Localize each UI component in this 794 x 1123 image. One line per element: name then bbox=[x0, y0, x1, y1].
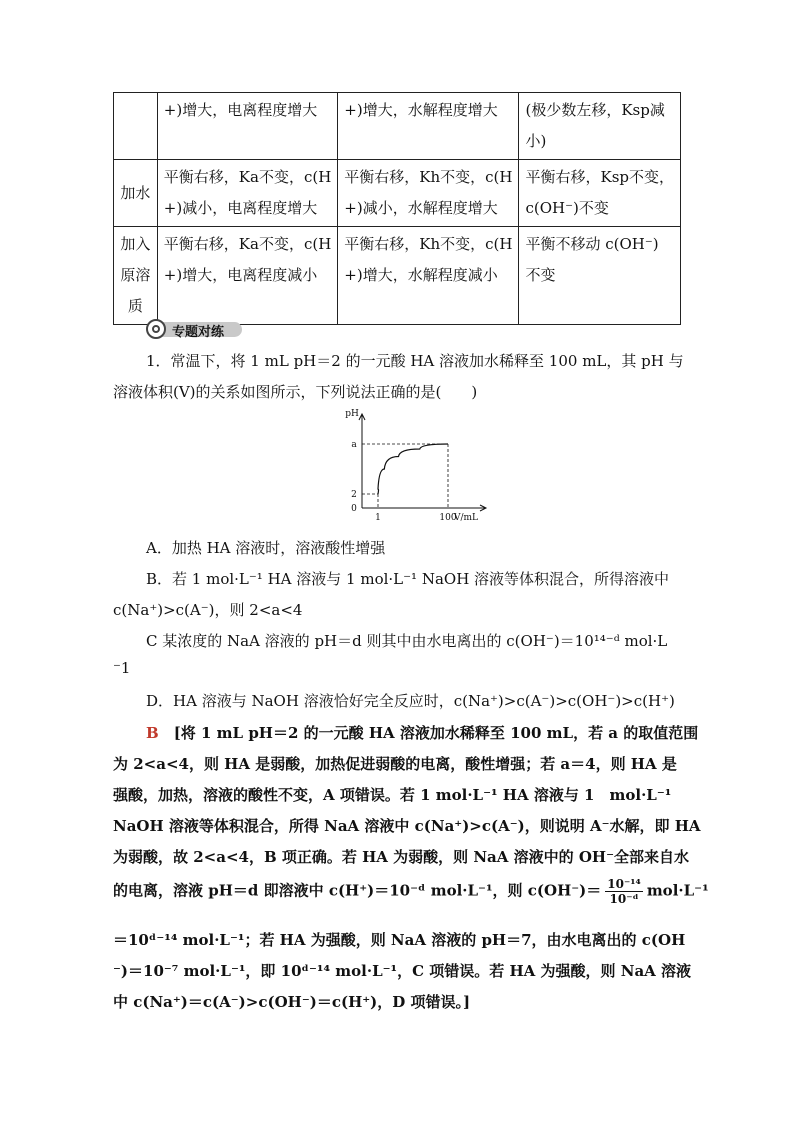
table-cell: +)增大，电离程度增大 bbox=[157, 93, 337, 160]
chart-marks bbox=[362, 444, 448, 508]
table-cell: 平衡右移，Ksp不变， c(OH⁻)不变 bbox=[519, 160, 681, 227]
badge-label: 专题对练 bbox=[172, 325, 225, 340]
section-badge bbox=[146, 319, 242, 341]
table-cell: 平衡右移，Ka不变，c(H +)减小，电离程度增大 bbox=[157, 160, 337, 227]
y-tick-label: a bbox=[351, 440, 357, 450]
table-row bbox=[114, 93, 681, 160]
row-header: 加水 bbox=[114, 160, 158, 227]
table-cell: 平衡右移，Kh不变，c(H +)减小，水解程度增大 bbox=[338, 160, 519, 227]
answer-text: mol·L⁻¹ bbox=[646, 881, 709, 900]
answer-line: ＝10ᵈ⁻¹⁴ mol·L⁻¹；若 HA 为强酸，则 NaA 溶液的 pH＝7，由水电离出的 c(OH bbox=[113, 931, 686, 949]
question-line: 1．常温下，将 1 mL pH＝2 的一元酸 HA 溶液加水稀释至 100 mL，其 pH 与 bbox=[146, 352, 684, 370]
table-cell: +)增大，水解程度增大 bbox=[338, 93, 519, 160]
x-tick-label: 1 bbox=[375, 513, 381, 523]
answer-text: 的电离，溶液 pH＝d 即溶液中 c(H⁺)＝10⁻ᵈ mol·L⁻¹，则 c(OH⁻)＝ bbox=[113, 881, 602, 900]
option-c: C 某浓度的 NaA 溶液的 pH＝d 则其中由水电离出的 c(OH⁻)＝10¹⁴⁻ᵈ mol·L bbox=[146, 632, 668, 650]
row-header bbox=[114, 93, 158, 160]
answer-line: 强酸，加热，溶液的酸性不变，A 项错误。若 1 mol·L⁻¹ HA 溶液与 1 mol·L⁻¹ bbox=[113, 786, 672, 804]
ph-curve bbox=[378, 444, 448, 494]
table-cell: (极少数左移，Ksp减 小) bbox=[519, 93, 681, 160]
answer-line: 为 2<a<4，则 HA 是弱酸，加热促进弱酸的电离，酸性增强；若 a＝4，则 HA 是 bbox=[113, 755, 677, 773]
row-header: 加入原溶质 bbox=[114, 227, 158, 325]
answer-line bbox=[113, 877, 709, 906]
answer-line bbox=[146, 722, 714, 744]
table-cell: 平衡不移动 c(OH⁻) 不变 bbox=[519, 227, 681, 325]
answer-letter: B bbox=[146, 724, 159, 742]
y-tick-label: 2 bbox=[351, 490, 357, 500]
fraction bbox=[605, 877, 643, 906]
question-line: 溶液体积(V)的关系如图所示，下列说法正确的是( ) bbox=[113, 383, 478, 401]
option-a: A．加热 HA 溶液时，溶液酸性增强 bbox=[146, 539, 386, 557]
fraction-numerator: 10⁻¹⁴ bbox=[607, 877, 641, 891]
option-c-cont: ⁻1 bbox=[113, 659, 131, 677]
option-d: D．HA 溶液与 NaOH 溶液恰好完全反应时，c(Na⁺)>c(A⁻)>c(OH⁻)>c(H⁺) bbox=[146, 692, 675, 710]
y-axis-label: pH bbox=[345, 409, 359, 419]
x-tick-label: 100 bbox=[439, 513, 457, 523]
table-cell: 平衡右移，Ka不变，c(H +)增大，电离程度减小 bbox=[157, 227, 337, 325]
y-tick-label: 0 bbox=[351, 504, 357, 514]
option-b: B．若 1 mol·L⁻¹ HA 溶液与 1 mol·L⁻¹ NaOH 溶液等体积混合，所得溶液中 bbox=[146, 570, 670, 588]
comparison-table bbox=[113, 92, 681, 325]
answer-line: ⁻)＝10⁻⁷ mol·L⁻¹，即 10ᵈ⁻¹⁴ mol·L⁻¹，C 项错误。若 HA 为强酸，则 NaA 溶液 bbox=[113, 962, 692, 980]
x-axis-label: V/mL bbox=[453, 513, 479, 523]
option-b-cont: c(Na⁺)>c(A⁻)，则 2<a<4 bbox=[113, 601, 303, 619]
table-cell: 平衡右移，Kh不变，c(H +)增大，水解程度减小 bbox=[338, 227, 519, 325]
answer-line: NaOH 溶液等体积混合，所得 NaA 溶液中 c(Na⁺)>c(A⁻)，则说明 A⁻水解，即 HA bbox=[113, 817, 701, 835]
table-row bbox=[114, 160, 681, 227]
answer-text: [将 1 mL pH＝2 的一元酸 HA 溶液加水稀释至 100 mL，若 a 的取值范围 bbox=[173, 724, 699, 742]
fraction-denominator: 10⁻ᵈ bbox=[609, 892, 639, 906]
table-row bbox=[114, 227, 681, 325]
ph-volume-chart bbox=[336, 408, 496, 528]
answer-line: 中 c(Na⁺)＝c(A⁻)>c(OH⁻)＝c(H⁺)，D 项错误。] bbox=[113, 993, 471, 1011]
answer-line: 为弱酸，故 2<a<4，B 项正确。若 HA 为弱酸，则 NaA 溶液中的 OH⁻全部来自水 bbox=[113, 848, 690, 866]
chart-axes bbox=[345, 409, 486, 523]
target-icon bbox=[146, 319, 166, 339]
